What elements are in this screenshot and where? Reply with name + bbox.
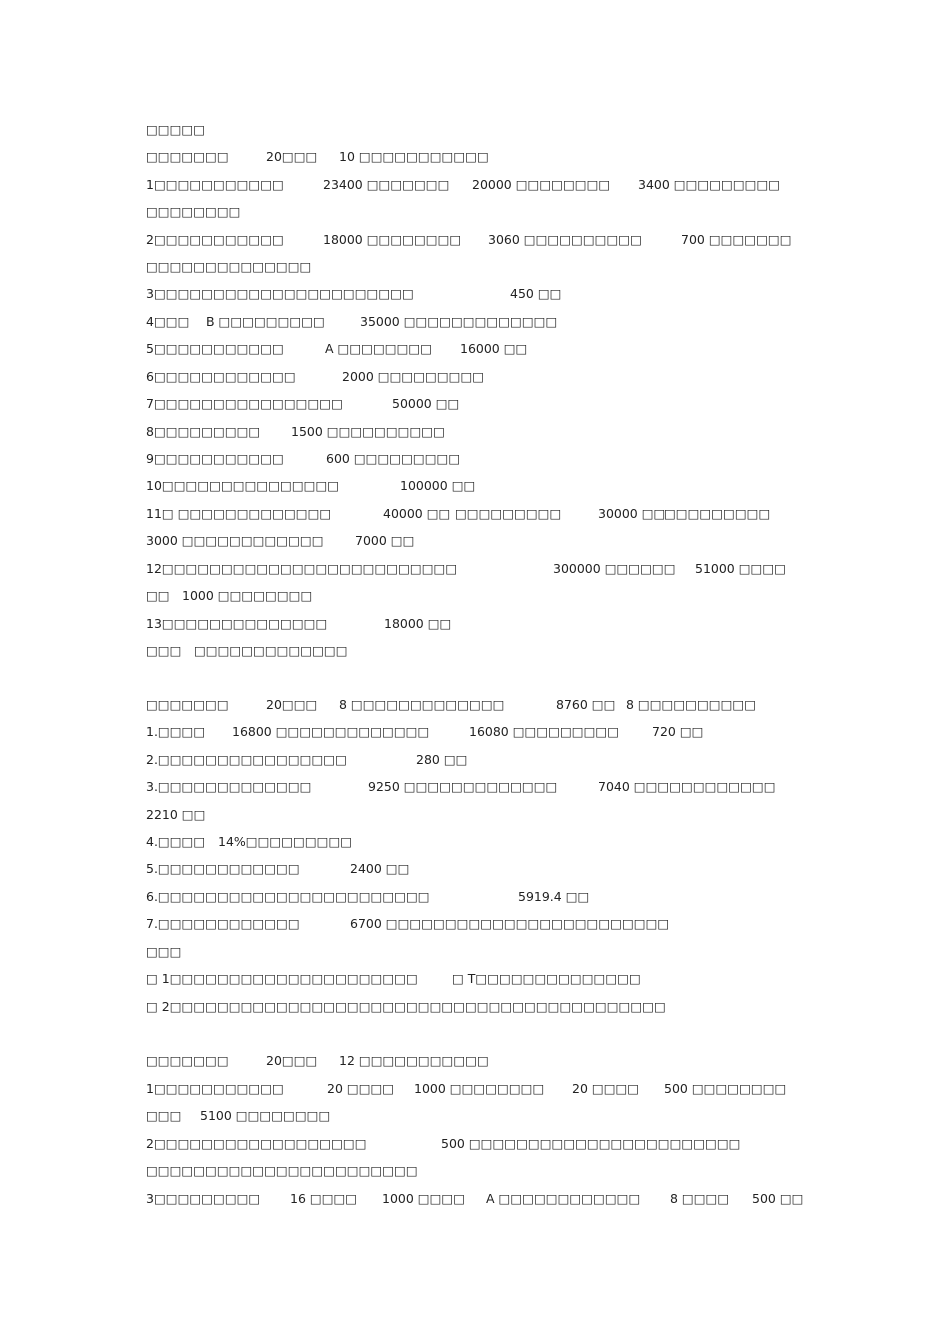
- text-line: [146, 504, 866, 524]
- text-line: [146, 367, 866, 387]
- text-segment: 9□□□□□□□□□□□: [146, 451, 284, 466]
- text-line: [146, 805, 866, 825]
- text-segment: 3060 □□□□□□□□□□: [488, 232, 642, 247]
- text-segment: 450 □□: [510, 286, 562, 301]
- text-segment: 7000 □□: [355, 533, 415, 548]
- text-segment: □□□□□□□□□□□□□□: [146, 259, 312, 274]
- text-segment: 5919.4 □□: [518, 889, 590, 904]
- text-segment: 12□□□□□□□□□□□□□□□□□□□□□□□□□: [146, 561, 458, 576]
- text-segment: 1□□□□□□□□□□□: [146, 1081, 284, 1096]
- text-segment: 20000 □□□□□□□□: [472, 177, 611, 192]
- text-segment: 5.□□□□□□□□□□□□: [146, 861, 300, 876]
- text-segment: □□□□□□□□: [146, 204, 241, 219]
- text-segment: 11□ □□□□□□□□□□□□□: [146, 506, 332, 521]
- text-segment: 2□□□□□□□□□□□: [146, 232, 284, 247]
- text-line: [146, 1134, 866, 1154]
- text-segment: 18000 □□: [384, 616, 452, 631]
- text-segment: 3□□□□□□□□□: [146, 1191, 261, 1206]
- text-line: [146, 586, 866, 606]
- text-segment: 12 □□□□□□□□□□□: [339, 1053, 489, 1068]
- text-segment: 2400 □□: [350, 861, 410, 876]
- text-segment: 8760 □□: [556, 697, 616, 712]
- text-segment: 700 □□□□□□□: [681, 232, 792, 247]
- text-line: [146, 230, 866, 250]
- text-line: [146, 147, 866, 167]
- text-segment: 51000 □□□□: [695, 561, 786, 576]
- text-segment: 16800 □□□□□□□□□□□□□: [232, 724, 430, 739]
- text-segment: □□□□□□□: [146, 1053, 229, 1068]
- text-segment: □□: [146, 588, 170, 603]
- text-line: [146, 750, 866, 770]
- text-line: [146, 1106, 866, 1126]
- text-segment: 2□□□□□□□□□□□□□□□□□□: [146, 1136, 367, 1151]
- text-segment: 4.□□□□: [146, 834, 206, 849]
- text-line: [146, 1051, 866, 1071]
- text-segment: A □□□□□□□□□□□□: [486, 1191, 641, 1206]
- text-segment: □□□□□□□□□: [455, 506, 562, 521]
- text-segment: 1500 □□□□□□□□□□: [291, 424, 445, 439]
- text-segment: 7□□□□□□□□□□□□□□□□: [146, 396, 343, 411]
- text-line: [146, 997, 866, 1017]
- text-segment: 3000 □□□□□□□□□□□□: [146, 533, 324, 548]
- text-segment: 7.□□□□□□□□□□□□: [146, 916, 300, 931]
- text-segment: 18000 □□□□□□□□: [323, 232, 462, 247]
- text-segment: 20 □□□□: [572, 1081, 640, 1096]
- text-segment: 9250 □□□□□□□□□□□□□: [368, 779, 558, 794]
- text-segment: 1000 □□□□□□□□: [182, 588, 313, 603]
- text-line: [146, 942, 866, 962]
- text-segment: 3400 □□□□□□□□□: [638, 177, 781, 192]
- text-line: [146, 476, 866, 496]
- text-segment: 5□□□□□□□□□□□: [146, 341, 284, 356]
- text-line: [146, 859, 866, 879]
- text-segment: 1□□□□□□□□□□□: [146, 177, 284, 192]
- text-segment: 300000 □□□□□□: [553, 561, 676, 576]
- text-line: [146, 832, 866, 852]
- text-segment: 8 □□□□: [670, 1191, 730, 1206]
- text-line: [146, 1079, 866, 1099]
- text-segment: A □□□□□□□□: [325, 341, 433, 356]
- text-segment: □ 1□□□□□□□□□□□□□□□□□□□□□: [146, 971, 418, 986]
- text-segment: □ 2□□□□□□□□□□□□□□□□□□□□□□□□□□□□□□□□□□□□□□□□□□: [146, 999, 666, 1014]
- text-line: [146, 257, 866, 277]
- text-segment: 720 □□: [652, 724, 704, 739]
- text-segment: 20□□□: [266, 149, 318, 164]
- text-segment: 20□□□: [266, 1053, 318, 1068]
- text-line: [146, 531, 866, 551]
- text-segment: □□□□□□□□□□□□□□□□□□□□□□□: [146, 1163, 418, 1178]
- text-line: [146, 695, 866, 715]
- text-segment: 10 □□□□□□□□□□□: [339, 149, 489, 164]
- text-line: [146, 312, 866, 332]
- text-segment: 2.□□□□□□□□□□□□□□□□: [146, 752, 347, 767]
- text-segment: 6.□□□□□□□□□□□□□□□□□□□□□□□: [146, 889, 430, 904]
- text-line: [146, 202, 866, 222]
- text-line: [146, 777, 866, 797]
- text-line: [146, 887, 866, 907]
- text-segment: 50000 □□: [392, 396, 460, 411]
- text-line: [146, 449, 866, 469]
- text-segment: □□□: [146, 643, 182, 658]
- text-line: [146, 339, 866, 359]
- text-line: [146, 120, 866, 140]
- text-line: [146, 394, 866, 414]
- text-segment: 8 □□□□□□□□□□□□□: [339, 697, 505, 712]
- text-segment: 4□□□: [146, 314, 190, 329]
- text-segment: 30000 □□: [598, 506, 666, 521]
- text-segment: 20 □□□□: [327, 1081, 395, 1096]
- text-segment: 6□□□□□□□□□□□□: [146, 369, 296, 384]
- text-line: [146, 914, 866, 934]
- text-segment: 600 □□□□□□□□□: [326, 451, 461, 466]
- text-segment: 16000 □□: [460, 341, 528, 356]
- text-line: [146, 969, 866, 989]
- text-segment: □ T□□□□□□□□□□□□□□: [452, 971, 641, 986]
- text-line: [146, 614, 866, 634]
- text-segment: 1000 □□□□: [382, 1191, 466, 1206]
- text-segment: 8 □□□□□□□□□□: [626, 697, 757, 712]
- text-segment: 100000 □□: [400, 478, 476, 493]
- text-line: [146, 641, 866, 661]
- text-segment: 3□□□□□□□□□□□□□□□□□□□□□□: [146, 286, 414, 301]
- text-segment: B □□□□□□□□□: [206, 314, 325, 329]
- text-segment: 14%□□□□□□□□□: [218, 834, 353, 849]
- text-segment: 13□□□□□□□□□□□□□□: [146, 616, 328, 631]
- text-segment: 280 □□: [416, 752, 468, 767]
- text-line: [146, 559, 866, 579]
- text-segment: 8□□□□□□□□□: [146, 424, 261, 439]
- text-segment: 16080 □□□□□□□□□: [469, 724, 620, 739]
- text-segment: 500 □□□□□□□□: [664, 1081, 787, 1096]
- text-segment: 40000 □□: [383, 506, 451, 521]
- text-segment: 6700 □□□□□□□□□□□□□□□□□□□□□□□□: [350, 916, 670, 931]
- text-line: [146, 422, 866, 442]
- text-segment: 23400 □□□□□□□: [323, 177, 450, 192]
- text-segment: 1.□□□□: [146, 724, 206, 739]
- text-segment: 1000 □□□□□□□□: [414, 1081, 545, 1096]
- text-segment: 35000 □□□□□□□□□□□□□: [360, 314, 558, 329]
- text-segment: 7040 □□□□□□□□□□□□: [598, 779, 776, 794]
- text-segment: □□□□□: [146, 122, 206, 137]
- text-segment: 5100 □□□□□□□□: [200, 1108, 331, 1123]
- text-line: [146, 1189, 866, 1209]
- text-line: [146, 722, 866, 742]
- text-segment: 2210 □□: [146, 807, 206, 822]
- text-segment: 16 □□□□: [290, 1191, 358, 1206]
- text-segment: □□□□□□□: [146, 697, 229, 712]
- text-segment: 2000 □□□□□□□□□: [342, 369, 485, 384]
- text-segment: □□□: [146, 1108, 182, 1123]
- text-line: [146, 1161, 866, 1181]
- text-segment: □□□□□□□□□□□□□: [194, 643, 348, 658]
- text-segment: □□□: [146, 944, 182, 959]
- text-segment: 10□□□□□□□□□□□□□□□: [146, 478, 340, 493]
- text-line: [146, 284, 866, 304]
- text-segment: 500 □□□□□□□□□□□□□□□□□□□□□□□: [441, 1136, 741, 1151]
- text-segment: □□□□□□□: [146, 149, 229, 164]
- text-segment: 500 □□: [752, 1191, 804, 1206]
- text-segment: 3.□□□□□□□□□□□□□: [146, 779, 312, 794]
- text-segment: 20□□□: [266, 697, 318, 712]
- text-line: [146, 175, 866, 195]
- text-segment: □□□□□□□□□: [664, 506, 771, 521]
